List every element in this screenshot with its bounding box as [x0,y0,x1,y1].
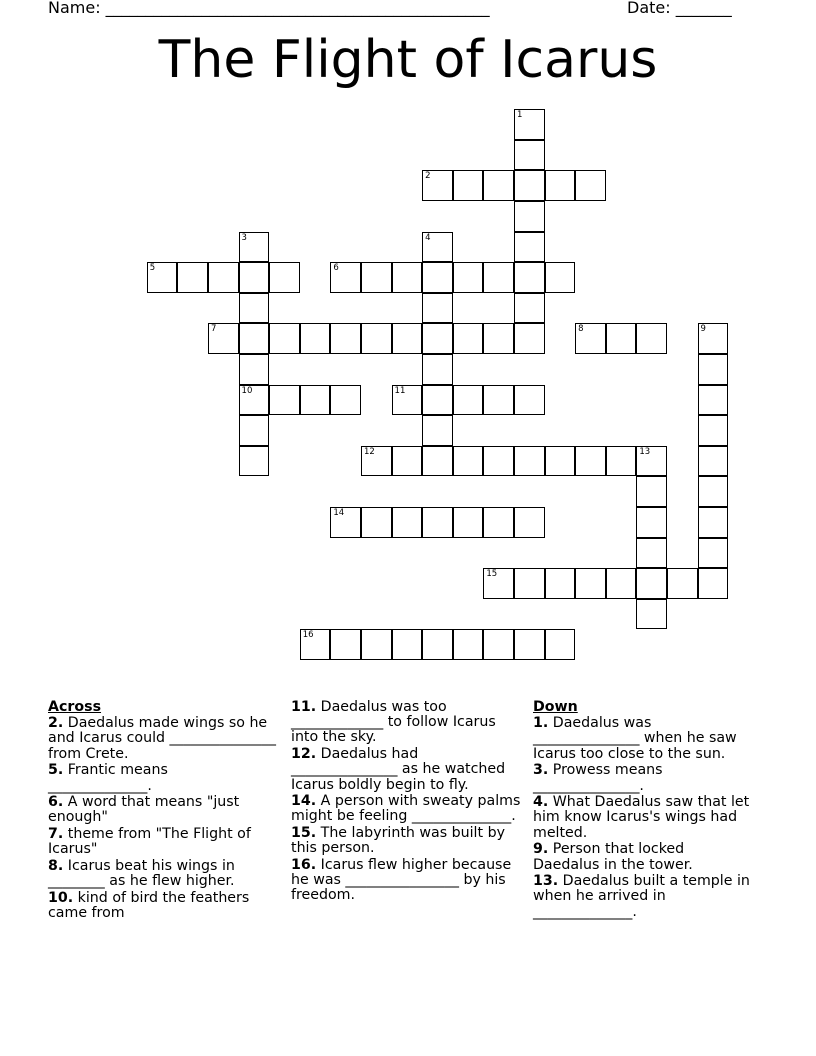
across-clue [291,826,527,856]
crossword-cell[interactable] [698,354,729,385]
clue-number: 4. [533,794,549,811]
crossword-cell[interactable] [636,568,667,599]
crossword-cell[interactable] [514,446,545,477]
clue-number: 2. [48,715,64,732]
crossword-cell[interactable] [636,476,667,507]
crossword-cell[interactable] [330,323,361,354]
crossword-cell[interactable] [545,568,576,599]
crossword-cell[interactable] [269,323,300,354]
clue-text: Person that locked Daedalus in the tower. [533,841,693,873]
clue-text: Daedalus had _______________ as he watched Icarus boldly begin to fly. [291,746,506,793]
clue-text: The labyrinth was built by this person. [291,825,505,857]
clue-number: 7. [48,826,64,843]
down-clue [533,716,755,762]
clue-number-label: 13 [639,446,651,457]
crossword-cell[interactable] [422,293,453,324]
crossword-cell[interactable] [575,568,606,599]
across-clue [291,794,527,824]
crossword-cell[interactable] [453,629,484,660]
clue-number-label: 8 [578,324,584,335]
crossword-cell[interactable] [361,446,392,477]
across-clue [291,700,527,746]
crossword-cell[interactable] [239,232,270,263]
across-clue [48,795,276,825]
clue-number-label: 12 [363,446,375,457]
crossword-cell[interactable] [636,446,667,477]
crossword-cell[interactable] [300,323,331,354]
crossword-cell[interactable] [239,446,270,477]
crossword-cell[interactable] [606,323,637,354]
name-field-label: Name: ________________________________________________ [48,0,490,17]
clue-number: 9. [533,841,549,858]
crossword-cell[interactable] [606,568,637,599]
across-clue [48,827,276,857]
clue-text: kind of bird the feathers came from [48,889,250,922]
crossword-cell[interactable] [545,446,576,477]
clue-text: Daedalus built a temple in when he arrived in ______________. [533,873,750,920]
date-field-label: Date: _______ [627,0,732,17]
page-title: The Flight of Icarus [158,30,658,90]
clue-text: A person with sweaty palms might be feeling ______________. [291,793,521,825]
crossword-cell[interactable] [545,629,576,660]
crossword-cell[interactable] [698,323,729,354]
crossword-cell[interactable] [636,599,667,630]
clue-number-label: 1 [516,110,523,121]
crossword-cell[interactable] [239,354,270,385]
crossword-cell[interactable] [514,629,545,660]
crossword-cell[interactable] [361,507,392,538]
crossword-cell[interactable] [575,170,606,201]
clue-text: Icarus flew higher because he was ________________ by his freedom. [291,857,512,904]
across-clue [48,763,276,793]
clue-text: Frantic means ______________. [48,762,168,794]
clue-number-label: 6 [333,263,339,274]
clue-number-label: 9 [700,324,706,335]
crossword-cell[interactable] [483,446,514,477]
crossword-cell[interactable] [698,446,729,477]
crossword-cell[interactable] [269,262,300,293]
crossword-cell[interactable] [239,293,270,324]
clue-text: Daedalus made wings so he and Icarus could _______________ from Crete. [48,715,276,762]
clue-column-2 [291,700,527,905]
crossword-cell[interactable] [422,507,453,538]
crossword-cell[interactable] [453,446,484,477]
crossword-cell[interactable] [698,507,729,538]
clue-column-3 [533,700,755,921]
crossword-cell[interactable] [453,170,484,201]
down-clue [533,842,755,872]
crossword-cell[interactable] [361,262,392,293]
crossword-cell[interactable] [422,354,453,385]
crossword-cell[interactable] [392,262,423,293]
crossword-cell[interactable] [514,232,545,263]
clue-number-label: 5 [149,263,156,274]
crossword-cell[interactable] [300,629,331,660]
clue-number-label: 11 [394,385,406,396]
crossword-cell[interactable] [698,538,729,569]
crossword-cell[interactable] [698,476,729,507]
across-clue-list-continued [291,700,527,904]
clue-number-label: 16 [302,630,314,641]
clue-number-label: 15 [486,569,498,580]
clue-number: 3. [533,762,549,779]
crossword-cell[interactable] [422,262,453,293]
crossword-cell[interactable] [606,446,637,477]
crossword-cell[interactable] [392,629,423,660]
clue-column-1 [48,700,276,923]
crossword-cell[interactable] [483,507,514,538]
crossword-cell[interactable] [147,262,178,293]
across-clue [291,747,527,793]
clue-text: Daedalus was too _____________ to follow Icarus into the sky. [291,699,496,746]
crossword-cell[interactable] [330,385,361,416]
crossword-cell[interactable] [483,170,514,201]
crossword-cell[interactable] [667,568,698,599]
crossword-cell[interactable] [636,507,667,538]
crossword-cell[interactable] [330,262,361,293]
crossword-cell[interactable] [330,507,361,538]
across-clue [48,891,276,921]
crossword-cell[interactable] [636,323,667,354]
crossword-cell[interactable] [392,323,423,354]
across-clue [48,859,276,889]
crossword-cell[interactable] [392,446,423,477]
crossword-cell[interactable] [698,385,729,416]
clue-number: 14. [291,793,317,810]
crossword-cell[interactable] [545,262,576,293]
crossword-cell[interactable] [361,629,392,660]
clue-number-label: 3 [241,232,247,243]
clue-number: 11. [291,699,317,715]
clue-number: 6. [48,794,64,811]
crossword-cell[interactable] [422,629,453,660]
crossword-cell[interactable] [514,170,545,201]
crossword-cell[interactable] [545,170,576,201]
crossword-cell[interactable] [514,568,545,599]
across-clue-list [48,716,276,921]
crossword-cell[interactable] [392,385,423,416]
clue-text: A word that means "just enough" [48,794,240,826]
crossword-cell[interactable] [239,385,270,416]
crossword-cell[interactable] [575,323,606,354]
crossword-cell[interactable] [514,385,545,416]
clue-number-label: 14 [333,508,345,519]
clue-number-label: 7 [210,324,217,335]
crossword-cell[interactable] [483,323,514,354]
crossword-cell[interactable] [422,415,453,446]
crossword-cell[interactable] [636,538,667,569]
clue-number: 8. [48,858,64,875]
clue-number: 1. [533,715,549,732]
crossword-cell[interactable] [453,262,484,293]
down-clue [533,763,755,793]
crossword-cell[interactable] [483,385,514,416]
crossword-cell[interactable] [483,568,514,599]
clue-text: What Daedalus saw that let him know Icarus's wings had melted. [533,794,750,841]
crossword-cell[interactable] [453,385,484,416]
crossword-cell[interactable] [422,385,453,416]
across-heading: Across [48,699,102,715]
clue-number-label: 4 [425,232,431,243]
clue-number: 13. [533,873,559,890]
crossword-cell[interactable] [422,446,453,477]
crossword-cell[interactable] [392,507,423,538]
down-clue [533,874,755,920]
down-heading: Down [533,699,578,715]
crossword-cell[interactable] [514,262,545,293]
crossword-cell[interactable] [575,446,606,477]
crossword-cell[interactable] [514,507,545,538]
crossword-cell[interactable] [514,201,545,232]
crossword-cell[interactable] [208,323,239,354]
crossword-cell[interactable] [514,140,545,171]
down-clue-list [533,716,755,920]
clue-number: 12. [291,746,317,763]
crossword-cell[interactable] [361,323,392,354]
clue-number: 16. [291,857,317,874]
clue-text: Prowess means _______________. [533,762,663,794]
clue-text: Daedalus was _______________ when he saw Icarus too close to the sun. [533,715,737,762]
clue-number: 15. [291,825,317,842]
crossword-cell[interactable] [698,415,729,446]
clue-text: Icarus beat his wings in ________ as he flew higher. [48,858,235,890]
clue-text: theme from "The Flight of Icarus" [48,826,251,858]
clue-number: 5. [48,762,64,779]
clue-number: 10. [48,889,74,906]
crossword-cell[interactable] [514,109,545,140]
crossword-cell[interactable] [453,323,484,354]
crossword-cell[interactable] [239,262,270,293]
crossword-cell[interactable] [239,323,270,354]
crossword-cell[interactable] [239,415,270,446]
clue-number-label: 2 [425,171,431,182]
crossword-cell[interactable] [422,323,453,354]
across-clue [291,858,527,904]
crossword-cell[interactable] [422,232,453,263]
crossword-cell[interactable] [483,262,514,293]
crossword-cell[interactable] [300,385,331,416]
crossword-cell[interactable] [208,262,239,293]
crossword-cell[interactable] [177,262,208,293]
crossword-cell[interactable] [483,629,514,660]
crossword-cell[interactable] [514,293,545,324]
down-clue [533,795,755,841]
crossword-cell[interactable] [330,629,361,660]
across-clue [48,716,276,762]
crossword-cell[interactable] [453,507,484,538]
crossword-cell[interactable] [422,170,453,201]
crossword-cell[interactable] [514,323,545,354]
crossword-cell[interactable] [269,385,300,416]
crossword-cell[interactable] [698,568,729,599]
clue-number-label: 10 [241,385,253,396]
